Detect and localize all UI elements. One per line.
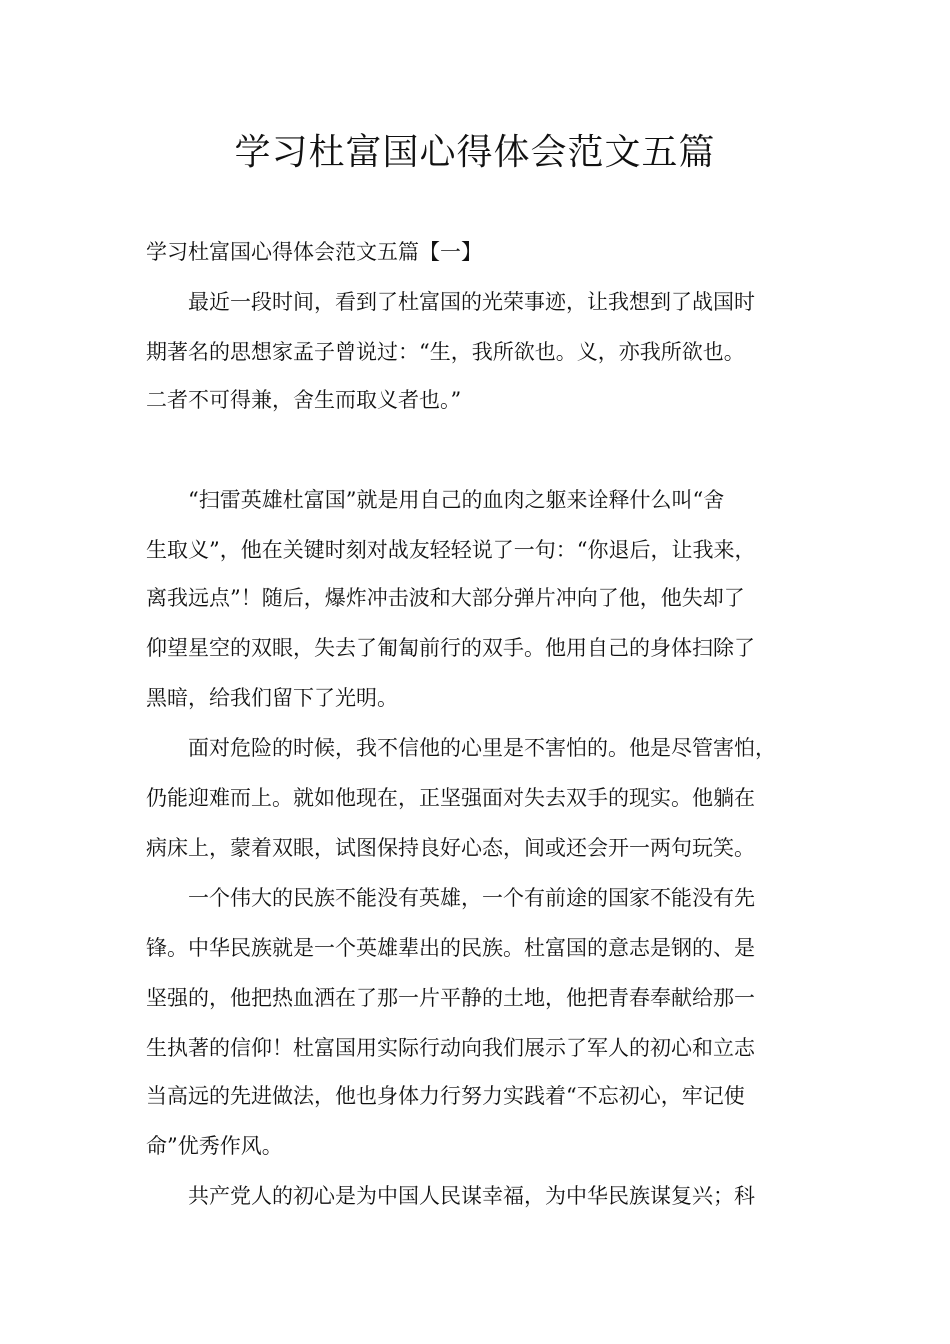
section-heading: 学习杜富国心得体会范文五篇【一】 [146,240,482,264]
paragraph-line: 当高远的先进做法，他也身体力行努力实践着“不忘初心，牢记使 [146,1084,745,1108]
paragraph-line: 一个伟大的民族不能没有英雄，一个有前途的国家不能没有先 [188,886,755,910]
paragraph-line: 生执著的信仰！杜富国用实际行动向我们展示了军人的初心和立志 [146,1036,755,1060]
paragraph-line: 最近一段时间，看到了杜富国的光荣事迹，让我想到了战国时 [188,290,755,314]
paragraph-line: 面对危险的时候，我不信他的心里是不害怕的。他是尽管害怕， [188,736,776,760]
paragraph-line: 仍能迎难而上。就如他现在，正坚强面对失去双手的现实。他躺在 [146,786,755,810]
paragraph-line: 病床上，蒙着双眼，试图保持良好心态，间或还会开一两句玩笑。 [146,836,755,860]
paragraph-line: 黑暗，给我们留下了光明。 [146,686,398,710]
document-title: 学习杜富国心得体会范文五篇 [234,132,716,173]
paragraph-line: 生取义”，他在关键时刻对战友轻轻说了一句：“你退后，让我来， [146,538,756,562]
paragraph-line: 离我远点”！随后，爆炸冲击波和大部分弹片冲向了他，他失却了 [146,586,745,610]
paragraph-line: 锋。中华民族就是一个英雄辈出的民族。杜富国的意志是钢的、是 [146,936,755,960]
paragraph-line: 二者不可得兼，舍生而取义者也。” [146,388,462,412]
paragraph-line: 期著名的思想家孟子曾说过：“生，我所欲也。义，亦我所欲也。 [146,340,745,364]
paragraph-line: 仰望星空的双眼，失去了匍匐前行的双手。他用自己的身体扫除了 [146,636,755,660]
paragraph-line: 命”优秀作风。 [146,1134,283,1158]
paragraph-line: 坚强的，他把热血洒在了那一片平静的土地，他把青春奉献给那一 [146,986,755,1010]
paragraph-line: 共产党人的初心是为中国人民谋幸福，为中华民族谋复兴；科 [188,1184,755,1208]
paragraph-line: “扫雷英雄杜富国”就是用自己的血肉之躯来诠释什么叫“舍 [188,488,725,512]
